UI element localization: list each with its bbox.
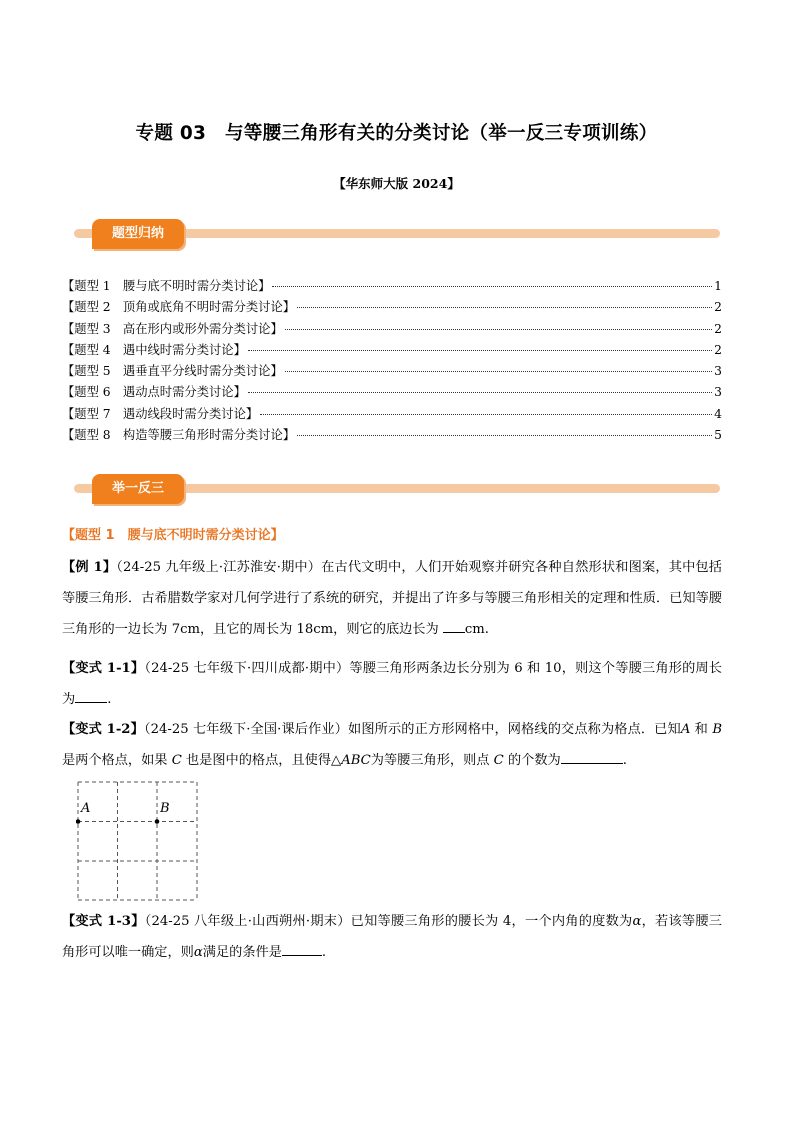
variant-text: ，若该等腰三角形可以唯一确定，则 xyxy=(62,914,722,960)
toc-entry[interactable] xyxy=(62,319,722,340)
toc-leader xyxy=(285,370,712,372)
banner-label: 举一反三 xyxy=(92,474,184,504)
variant-text: 已知等腰三角形的腰长为 4，一个内角的度数为 xyxy=(350,914,633,929)
toc-label: 【题型 8 构造等腰三角形时需分类讨论】 xyxy=(62,428,296,443)
toc-leader xyxy=(297,306,712,308)
variant-tail: . xyxy=(107,692,112,707)
banner-question-types xyxy=(74,219,720,249)
toc-label: 【题型 1 腰与底不明时需分类讨论】 xyxy=(62,279,271,293)
point-a-dot xyxy=(76,819,80,824)
variant-source: （24-25 七年级下·四川成都·期中） xyxy=(144,661,350,676)
variant-tag: 【变式 1-2】 xyxy=(62,722,144,737)
toc-page-number: 1 xyxy=(714,279,722,293)
variant-1-3 xyxy=(62,906,722,968)
toc-entry[interactable] xyxy=(62,425,722,446)
toc-entry[interactable] xyxy=(62,340,722,361)
point-label: A xyxy=(680,722,691,737)
table-of-contents xyxy=(62,276,722,446)
toc-entry[interactable] xyxy=(62,361,722,382)
toc-leader xyxy=(272,285,712,287)
answer-blank[interactable] xyxy=(561,751,623,764)
triangle-label: ABC xyxy=(341,753,371,768)
banner-label: 题型归纳 xyxy=(92,219,184,249)
variant-source: （24-25 八年级上·山西朔州·期末） xyxy=(144,914,351,929)
variant-text: 也是图中的格点，且使得△ xyxy=(186,753,342,768)
toc-page-number: 3 xyxy=(714,385,722,400)
toc-page-number: 2 xyxy=(714,342,722,357)
variant-text: 和 xyxy=(694,722,708,737)
document-title: 专题 03 与等腰三角形有关的分类讨论（举一反三专项训练） xyxy=(135,123,658,144)
variant-tail: . xyxy=(321,945,327,960)
example-tail: cm. xyxy=(464,622,489,637)
answer-blank[interactable] xyxy=(75,690,107,703)
toc-page-number: 2 xyxy=(714,321,722,336)
variant-text: 满足的条件是 xyxy=(202,945,282,960)
toc-label: 【题型 3 高在形内或形外需分类讨论】 xyxy=(62,321,283,336)
edition-subtitle: 【华东师大版 2024】 xyxy=(333,176,460,191)
toc-leader xyxy=(285,328,712,330)
toc-leader xyxy=(297,434,712,436)
variant-tail: . xyxy=(622,753,627,768)
example-source: （24-25 九年级上·江苏淮安·期中） xyxy=(116,560,322,575)
toc-leader xyxy=(248,349,712,351)
toc-leader xyxy=(248,391,712,393)
point-label: B xyxy=(712,722,723,737)
point-a-label: A xyxy=(81,801,91,816)
toc-label: 【题型 2 顶角或底角不明时需分类讨论】 xyxy=(62,300,296,315)
point-b-dot xyxy=(155,819,160,824)
variant-text: 等腰三角形两条边长分别为 6 和 10，则这个等腰三角形的周长为 xyxy=(62,661,722,707)
toc-page-number: 4 xyxy=(714,406,722,421)
toc-entry[interactable] xyxy=(62,297,722,318)
variant-text: 的个数为 xyxy=(507,753,561,768)
variant-tag: 【变式 1-3】 xyxy=(62,914,145,929)
variant-1-2 xyxy=(62,714,722,776)
toc-label: 【题型 5 遇垂直平分线时需分类讨论】 xyxy=(62,364,283,379)
banner-practice xyxy=(74,474,720,504)
angle-symbol: α xyxy=(193,945,203,960)
variant-text: 是两个格点，如果 xyxy=(62,753,168,768)
point-label: C xyxy=(171,753,182,768)
grid-figure xyxy=(76,780,200,906)
toc-page-number: 2 xyxy=(714,300,722,315)
example-text: 在古代文明中，人们开始观察并研究各种自然形状和图案，其中包括等腰三角形．古希腊数学家对几何学进行了系统的研究，并提出了许多与等腰三角形相关的定理和性质．已知等腰三角形的一边长为 7cm，且它的周长为 18cm，则它的底边长为 xyxy=(62,560,722,637)
toc-label: 【题型 7 遇动线段时需分类讨论】 xyxy=(62,406,259,421)
toc-label: 【题型 6 遇动点时需分类讨论】 xyxy=(62,385,246,400)
variant-text: 如图所示的正方形网格中，网格线的交点称为格点．已知 xyxy=(348,722,681,737)
toc-label: 【题型 4 遇中线时需分类讨论】 xyxy=(62,342,246,357)
square-grid xyxy=(76,780,200,902)
variant-source: （24-25 七年级下·全国·课后作业） xyxy=(143,722,349,737)
toc-entry[interactable] xyxy=(62,382,722,403)
variant-tag: 【变式 1-1】 xyxy=(62,661,145,676)
point-b-label: B xyxy=(160,801,170,816)
toc-entry[interactable] xyxy=(62,276,722,297)
toc-page-number: 5 xyxy=(714,428,722,443)
point-label: C xyxy=(493,753,504,768)
section-heading: 【题型 1 腰与底不明时需分类讨论】 xyxy=(62,528,284,543)
variant-1-1 xyxy=(62,653,722,715)
toc-page-number: 3 xyxy=(714,364,722,379)
toc-leader xyxy=(260,413,712,415)
toc-entry[interactable] xyxy=(62,404,722,425)
example-1 xyxy=(62,552,722,645)
answer-blank[interactable] xyxy=(443,620,465,633)
variant-text: 为等腰三角形，则点 xyxy=(370,753,490,768)
example-tag: 【例 1】 xyxy=(62,560,117,575)
answer-blank[interactable] xyxy=(282,943,322,956)
angle-symbol: α xyxy=(632,914,642,929)
